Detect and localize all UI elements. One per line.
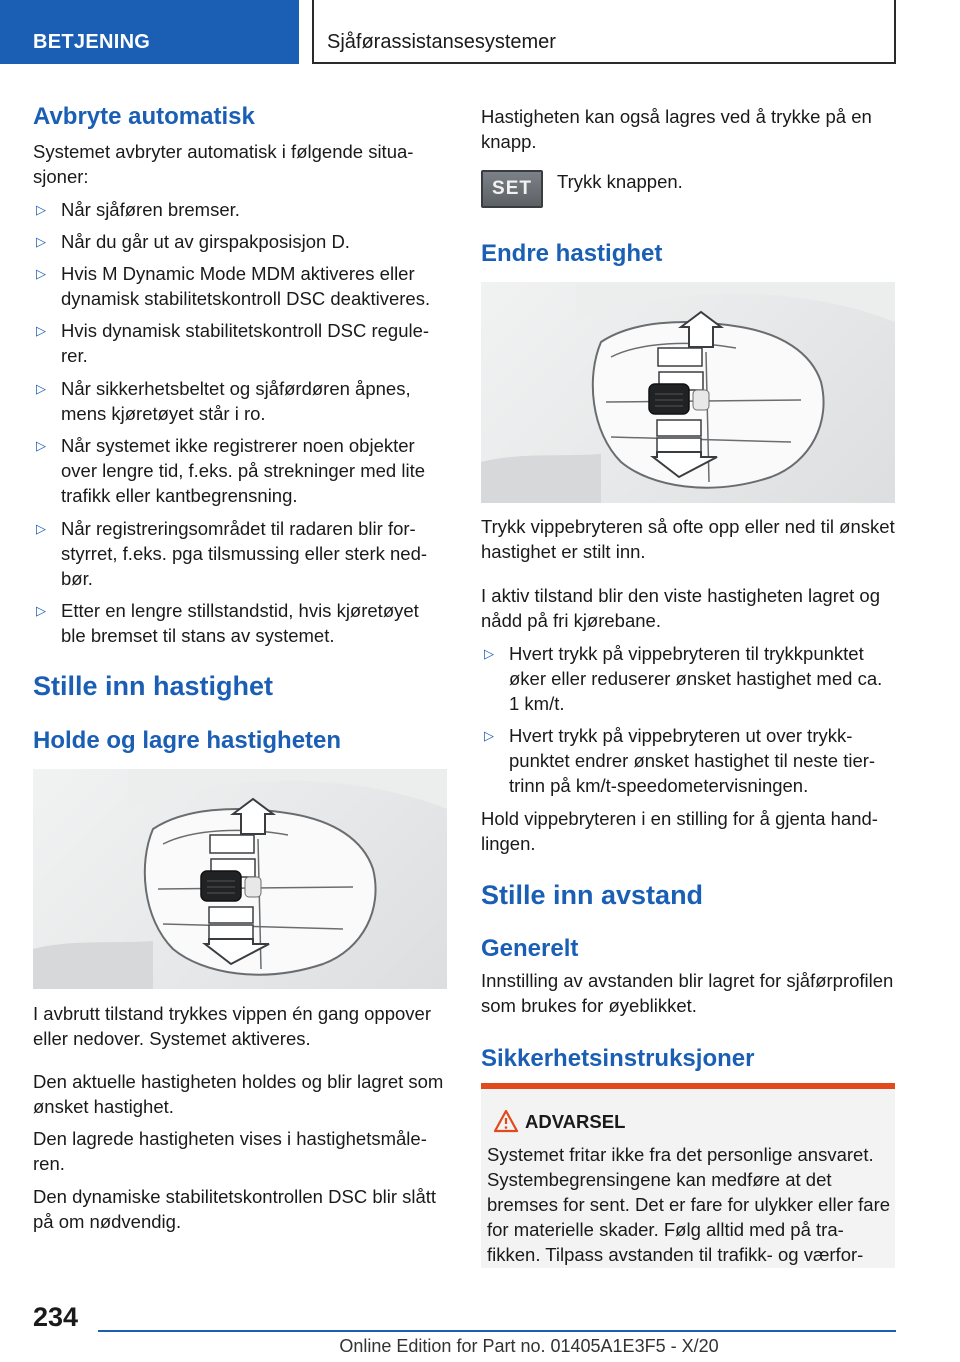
bullet-icon: ▷: [36, 323, 46, 338]
paragraph: Den dynamiske stabilitetskontrollen DSC blir slått på om nødvendig.: [33, 1186, 437, 1232]
bullet-icon: ▷: [36, 202, 46, 217]
set-instruction: Trykk knappen.: [557, 171, 683, 192]
paragraph: Hastigheten kan også lagres ved å trykke på en knapp.: [481, 106, 872, 152]
footer-edition: Online Edition for Part no. 01405A1E3F5 - X/20: [339, 1336, 719, 1356]
heading-hold-store-speed: Holde og lagre hastigheten: [33, 727, 342, 754]
steering-rocker-illustration: [481, 282, 895, 503]
chapter-title: Sjåførassistansesystemer: [312, 0, 896, 64]
bullet-icon: ▷: [36, 438, 46, 453]
heading-safety-instructions: Sikkerhetsinstruksjoner: [481, 1045, 755, 1072]
heading-set-distance: Stille inn avstand: [481, 880, 704, 910]
list-item: ▷ Når sjåføren bremser.: [36, 199, 240, 220]
paragraph: Den aktuelle hastigheten holdes og blir lagret som ønsket hastighet.: [33, 1071, 444, 1117]
heading-general: Generelt: [481, 935, 579, 962]
paragraph: Trykk vippebryteren så ofte opp eller ned til ønsket hastighet er stilt inn.: [481, 516, 895, 562]
bullet-icon: ▷: [36, 381, 46, 396]
warning-box: [481, 1083, 895, 1268]
warning-triangle-icon: [493, 1109, 519, 1133]
cancel-intro-text: Systemet avbryter automatisk i følgende situasjoner:: [33, 141, 414, 187]
paragraph: Hold vippebryteren i en stilling for å gjenta handlingen.: [481, 808, 878, 854]
paragraph: I aktiv tilstand blir den viste hastigheten lagret og nådd på fri kjørebane.: [481, 585, 881, 631]
steering-wheel-rocker-image: [481, 282, 895, 503]
steering-rocker-illustration: [33, 769, 447, 989]
bullet-icon: ▷: [36, 521, 46, 536]
list-item: ▷ Hvis M Dynamic Mode MDM aktiveres eller dynamisk stabilitetskontroll DSC deaktiveres.: [36, 263, 431, 309]
list-item: ▷ Når du går ut av girspakposisjon D.: [36, 231, 350, 252]
list-item: ▷ Hvert trykk på vippebryteren ut over trykkpunktet endrer ønsket hastighet til neste tiertrinn på km/t-speedometervisningen.: [484, 725, 876, 796]
footer-divider: [98, 1330, 896, 1332]
bullet-icon: ▷: [36, 234, 46, 249]
page-number: 234: [33, 1302, 79, 1332]
list-item: ▷ Hvis dynamisk stabilitetskontroll DSC regulerer.: [36, 320, 430, 366]
set-button-icon: SET: [481, 170, 543, 208]
warning-text: Systemet fritar ikke fra det personlige ansvaret. Systembegrensingene kan medføre at det bremses for sent. Det er fare for ulykker eller fare for materielle skader. Følg alltid med på trafikken. Tilpass avstanden til trafikk- og værfor-: [487, 1144, 891, 1265]
list-item: ▷ Når registreringsområdet til radaren blir forstyrret, f.eks. pga tilsmussing eller sterk nedbør.: [36, 518, 428, 589]
bullet-icon: ▷: [484, 728, 494, 743]
bullet-icon: ▷: [36, 603, 46, 618]
heading-change-speed: Endre hastighet: [481, 240, 663, 267]
list-item: ▷ Når systemet ikke registrerer noen objekter over lengre tid, f.eks. på strekninger med lite trafikk eller kantbegrensning.: [36, 435, 426, 506]
list-item: ▷ Hvert trykk på vippebryteren til trykkpunktet øker eller reduserer ønsket hastighet med ca. 1 km/t.: [484, 643, 883, 714]
heading-set-speed: Stille inn hastighet: [33, 671, 274, 701]
list-item: ▷ Etter en lengre stillstandstid, hvis kjøretøyet ble bremset til stans av systemet.: [36, 600, 419, 646]
paragraph: Den lagrede hastigheten vises i hastighetsmåleren.: [33, 1128, 427, 1174]
bullet-icon: ▷: [36, 266, 46, 281]
list-item: ▷ Når sikkerhetsbeltet og sjåførdøren åpnes, mens kjøretøyet står i ro.: [36, 378, 411, 424]
steering-wheel-rocker-image: [33, 769, 447, 989]
paragraph: I avbrutt tilstand trykkes vippen én gang oppover eller nedover. Systemet aktiveres.: [33, 1003, 431, 1049]
bullet-icon: ▷: [484, 646, 494, 661]
paragraph: Innstilling av avstanden blir lagret for sjåførprofilen som brukes for øyeblikket.: [481, 970, 894, 1016]
heading-cancel-automatic: Avbryte automatisk: [33, 103, 255, 130]
section-tab: BETJENING: [0, 0, 299, 64]
warning-title: ADVARSEL: [525, 1111, 626, 1132]
